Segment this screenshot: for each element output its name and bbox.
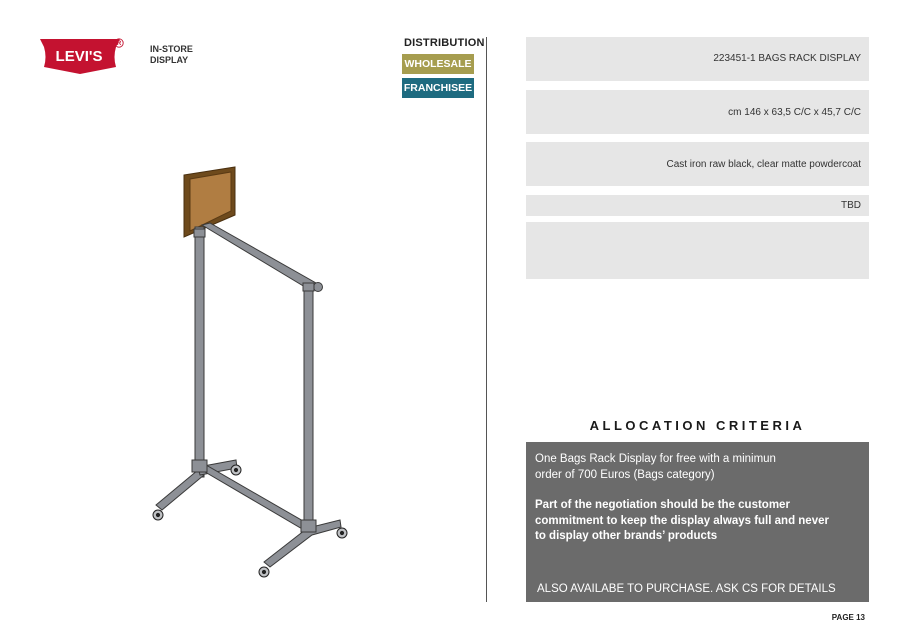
bags-rack-illustration bbox=[140, 165, 370, 595]
allocation-criteria-title: ALLOCATION CRITERIA bbox=[589, 418, 806, 433]
offer-line-2: order of 700 Euros (Bags category) bbox=[535, 468, 715, 481]
allocation-commitment-text bbox=[535, 498, 860, 545]
allocation-offer-text bbox=[535, 452, 860, 483]
article-value-box bbox=[526, 37, 869, 81]
distribution-title: DISTRIBUTION bbox=[404, 37, 485, 49]
commitment-line-2: commitment to keep the display always full and never bbox=[535, 514, 829, 527]
dimension-value-box bbox=[526, 90, 869, 134]
commitment-line-3: to display other brands’ products bbox=[535, 530, 718, 542]
purchase-note: ALSO AVAILABE TO PURCHASE. ASK CS FOR DETAILS bbox=[537, 583, 836, 595]
delivery-value-box bbox=[526, 195, 869, 216]
material-value: Cast iron raw black, clear matte powdercoat bbox=[666, 159, 861, 170]
additional-info-box bbox=[526, 222, 869, 279]
levis-logo bbox=[40, 37, 126, 75]
svg-text:R: R bbox=[116, 41, 122, 48]
article-value: 223451-1 BAGS RACK DISPLAY bbox=[713, 53, 861, 64]
tag-franchisee: FRANCHISEE bbox=[402, 78, 474, 98]
dimension-value: cm 146 x 63,5 C/C x 45,7 C/C bbox=[728, 107, 861, 118]
page-number: PAGE 13 bbox=[831, 613, 865, 622]
material-value-box bbox=[526, 142, 869, 186]
offer-line-1: One Bags Rack Display for free with a minimun bbox=[535, 453, 776, 465]
logo-wordmark: LEVI'S bbox=[55, 48, 103, 65]
document-subtitle bbox=[150, 44, 193, 66]
allocation-criteria-box bbox=[526, 442, 869, 602]
subtitle-line-2: DISPLAY bbox=[150, 55, 189, 65]
vertical-divider bbox=[486, 37, 487, 602]
delivery-value: TBD bbox=[841, 200, 861, 211]
commitment-line-1: Part of the negotiation should be the customer bbox=[535, 499, 790, 511]
tag-wholesale: WHOLESALE bbox=[402, 54, 474, 74]
subtitle-line-1: IN-STORE bbox=[150, 44, 193, 54]
